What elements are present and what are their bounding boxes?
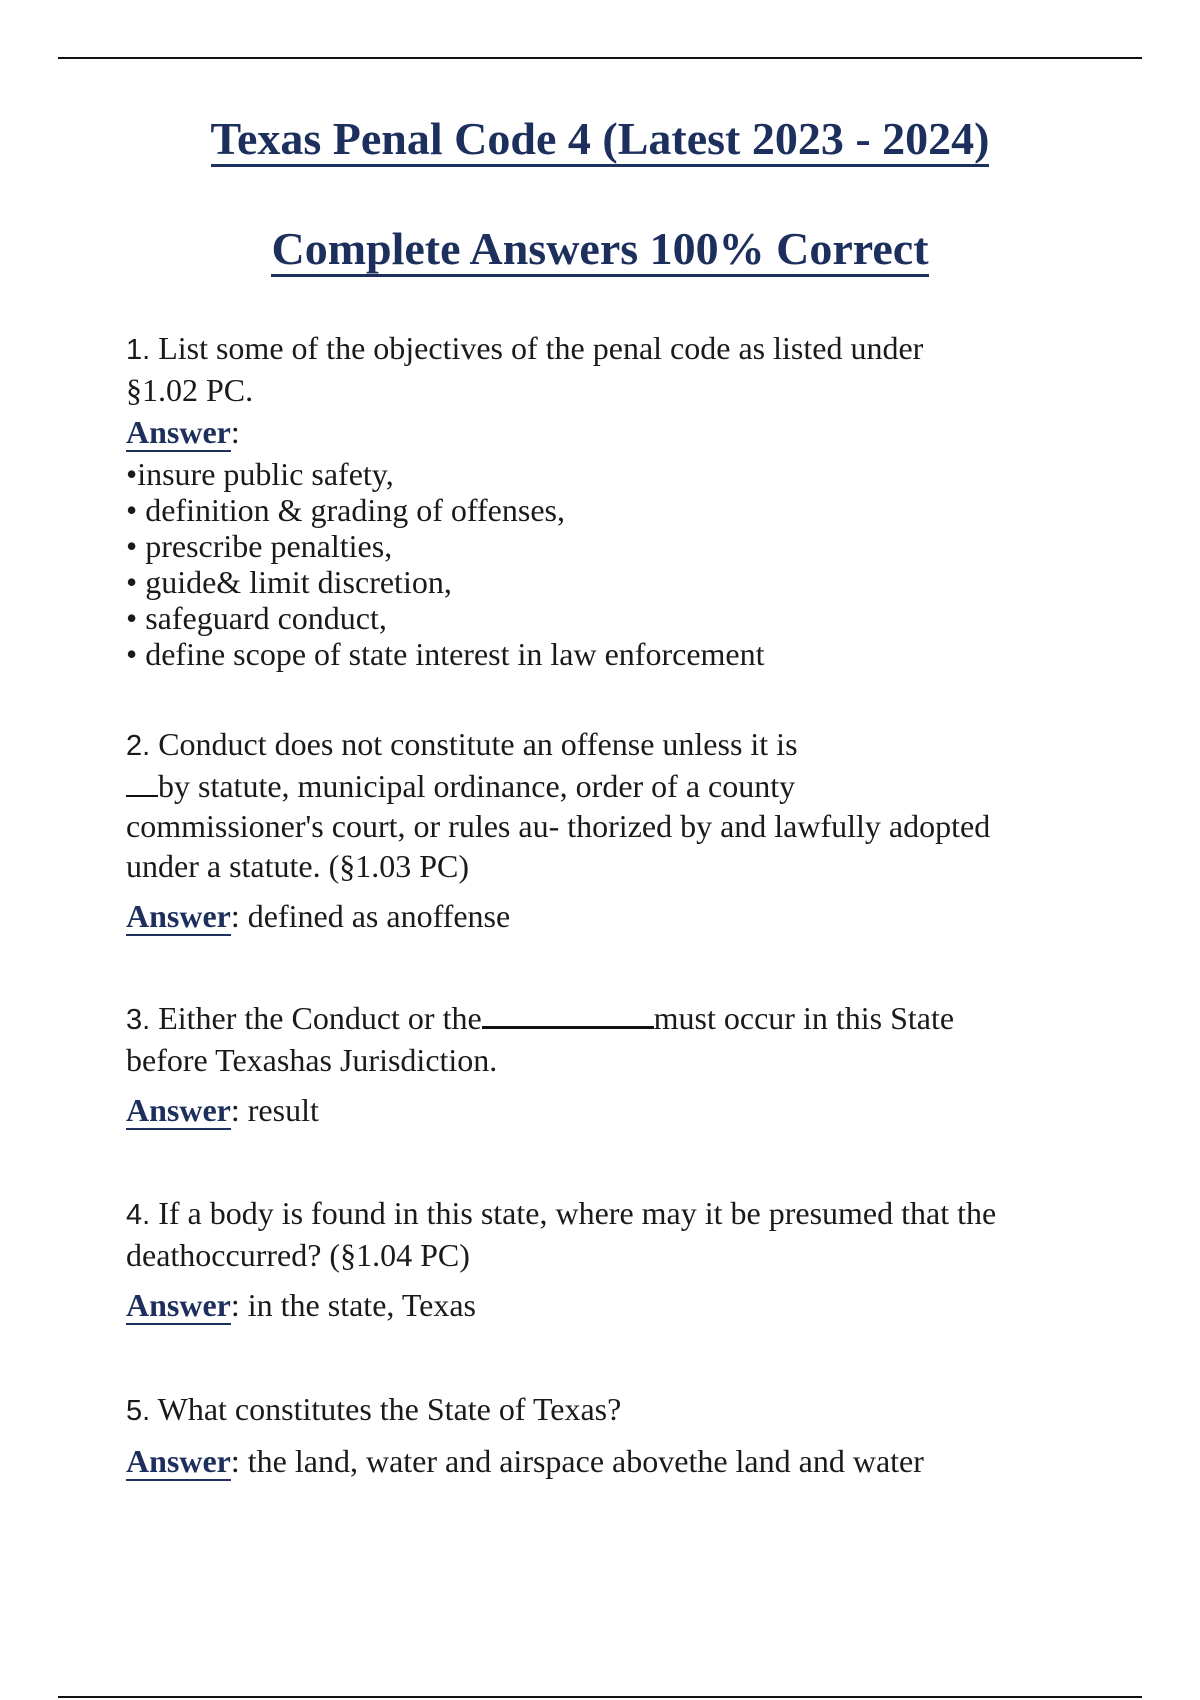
fill-in-blank: [482, 1002, 654, 1029]
list-item: • definition & grading of offenses,: [126, 492, 565, 528]
question-3-text: 3. Either the Conduct or the must occur in this State before Texashas Jurisdiction.: [126, 1000, 955, 1078]
list-item: • define scope of state interest in law enforcement: [126, 636, 765, 672]
question-5: [126, 1389, 1116, 1481]
answer-label: Answer: [126, 1443, 231, 1479]
question-4: [126, 1193, 1116, 1325]
top-rule: [58, 57, 1142, 59]
answer-bullet-list: [126, 456, 1116, 672]
question-1-answer: Answer:: [126, 414, 240, 450]
question-3: [126, 998, 1116, 1130]
answer-label: Answer: [126, 1092, 231, 1128]
question-2: [126, 724, 1116, 936]
bottom-rule: [58, 1696, 1142, 1698]
answer-label: Answer: [126, 898, 231, 934]
answer-label: Answer: [126, 414, 231, 450]
answer-label: Answer: [126, 1287, 231, 1323]
list-item: •insure public safety,: [126, 456, 394, 492]
document-subtitle: Complete Answers 100% Correct: [0, 222, 1200, 275]
list-item: • prescribe penalties,: [126, 528, 393, 564]
question-5-answer: Answer: the land, water and airspace abovethe land and water: [126, 1443, 924, 1479]
list-item: • safeguard conduct,: [126, 600, 387, 636]
question-4-answer: Answer: in the state, Texas: [126, 1287, 476, 1323]
document-title: Texas Penal Code 4 (Latest 2023 - 2024): [0, 112, 1200, 165]
fill-in-blank: [126, 771, 158, 797]
question-5-text: 5. What constitutes the State of Texas?: [126, 1391, 622, 1427]
question-1-text: 1. List some of the objectives of the penal code as listed under §1.02 PC.: [126, 330, 924, 408]
question-1: [126, 328, 1116, 672]
question-4-text: 4. If a body is found in this state, where may it be presumed that the deathoccurred? (§1.04 PC): [126, 1195, 997, 1273]
question-3-answer: Answer: result: [126, 1092, 319, 1128]
question-2-answer: Answer: defined as anoffense: [126, 898, 511, 934]
list-item: • guide& limit discretion,: [126, 564, 452, 600]
question-2-text: 2. Conduct does not constitute an offense unless it is by statute, municipal ordinance, order of a county commissioner's court, or rules au- thorized by and lawfully adopted under a statute. (§1.03 PC): [126, 726, 991, 884]
